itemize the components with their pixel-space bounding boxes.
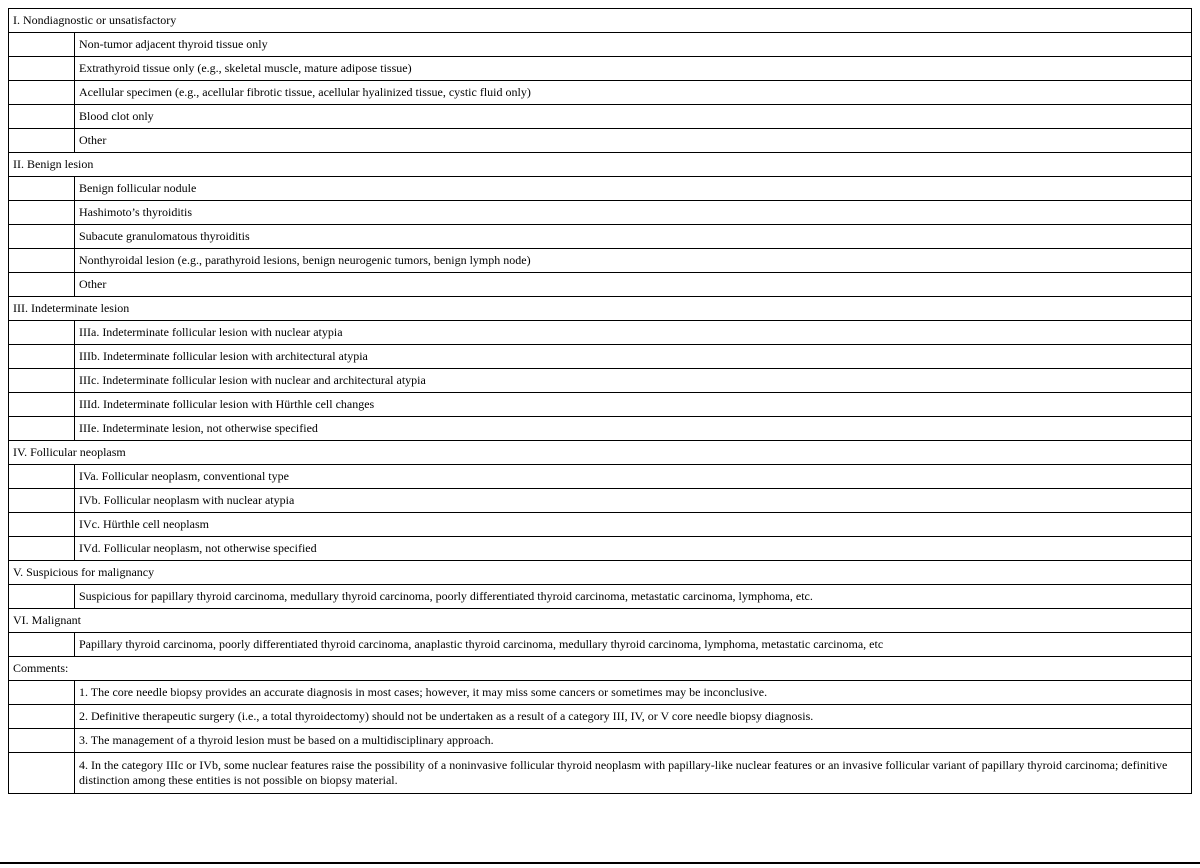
section-heading: I. Nondiagnostic or unsatisfactory bbox=[9, 9, 1192, 33]
item-text: Other bbox=[75, 273, 1192, 297]
indent-cell bbox=[9, 585, 75, 609]
section-heading: II. Benign lesion bbox=[9, 153, 1192, 177]
section-heading-row bbox=[9, 441, 1192, 465]
item-text: 1. The core needle biopsy provides an accurate diagnosis in most cases; however, it may miss some cancers or sometimes may be inconclusive. bbox=[75, 681, 1192, 705]
section-heading-row bbox=[9, 297, 1192, 321]
item-row bbox=[9, 33, 1192, 57]
section-heading-row bbox=[9, 657, 1192, 681]
item-row bbox=[9, 465, 1192, 489]
indent-cell bbox=[9, 249, 75, 273]
indent-cell bbox=[9, 81, 75, 105]
item-row bbox=[9, 321, 1192, 345]
item-row bbox=[9, 57, 1192, 81]
item-text: Blood clot only bbox=[75, 105, 1192, 129]
bottom-rule bbox=[0, 862, 1200, 864]
item-text: Suspicious for papillary thyroid carcinoma, medullary thyroid carcinoma, poorly differentiated thyroid carcinoma, metastatic carcinoma, lymphoma, etc. bbox=[75, 585, 1192, 609]
item-row bbox=[9, 417, 1192, 441]
item-row bbox=[9, 129, 1192, 153]
item-text: IIIa. Indeterminate follicular lesion with nuclear atypia bbox=[75, 321, 1192, 345]
indent-cell bbox=[9, 465, 75, 489]
item-row bbox=[9, 513, 1192, 537]
item-row bbox=[9, 489, 1192, 513]
item-text: IVa. Follicular neoplasm, conventional type bbox=[75, 465, 1192, 489]
item-text: IIIe. Indeterminate lesion, not otherwise specified bbox=[75, 417, 1192, 441]
item-row bbox=[9, 105, 1192, 129]
indent-cell bbox=[9, 57, 75, 81]
item-text: IIId. Indeterminate follicular lesion with Hürthle cell changes bbox=[75, 393, 1192, 417]
item-row bbox=[9, 681, 1192, 705]
item-row bbox=[9, 585, 1192, 609]
indent-cell bbox=[9, 345, 75, 369]
indent-cell bbox=[9, 369, 75, 393]
indent-cell bbox=[9, 273, 75, 297]
indent-cell bbox=[9, 489, 75, 513]
item-text: IVc. Hürthle cell neoplasm bbox=[75, 513, 1192, 537]
indent-cell bbox=[9, 633, 75, 657]
item-row bbox=[9, 201, 1192, 225]
item-row bbox=[9, 81, 1192, 105]
item-text: Extrathyroid tissue only (e.g., skeletal muscle, mature adipose tissue) bbox=[75, 57, 1192, 81]
indent-cell bbox=[9, 225, 75, 249]
section-heading: III. Indeterminate lesion bbox=[9, 297, 1192, 321]
indent-cell bbox=[9, 393, 75, 417]
item-row bbox=[9, 369, 1192, 393]
indent-cell bbox=[9, 33, 75, 57]
item-row bbox=[9, 177, 1192, 201]
item-row bbox=[9, 249, 1192, 273]
section-heading: IV. Follicular neoplasm bbox=[9, 441, 1192, 465]
indent-cell bbox=[9, 321, 75, 345]
item-row bbox=[9, 753, 1192, 794]
indent-cell bbox=[9, 537, 75, 561]
item-text: IIIb. Indeterminate follicular lesion with architectural atypia bbox=[75, 345, 1192, 369]
section-heading-row bbox=[9, 9, 1192, 33]
indent-cell bbox=[9, 105, 75, 129]
item-text: Acellular specimen (e.g., acellular fibrotic tissue, acellular hyalinized tissue, cystic fluid only) bbox=[75, 81, 1192, 105]
item-text: Subacute granulomatous thyroiditis bbox=[75, 225, 1192, 249]
indent-cell bbox=[9, 729, 75, 753]
item-text: 3. The management of a thyroid lesion must be based on a multidisciplinary approach. bbox=[75, 729, 1192, 753]
item-row bbox=[9, 729, 1192, 753]
classification-table bbox=[8, 8, 1192, 794]
item-row bbox=[9, 393, 1192, 417]
indent-cell bbox=[9, 201, 75, 225]
indent-cell bbox=[9, 681, 75, 705]
classification-table-body bbox=[9, 9, 1192, 794]
item-row bbox=[9, 537, 1192, 561]
item-text: IVb. Follicular neoplasm with nuclear atypia bbox=[75, 489, 1192, 513]
section-heading-row bbox=[9, 153, 1192, 177]
item-text: Benign follicular nodule bbox=[75, 177, 1192, 201]
item-row bbox=[9, 225, 1192, 249]
section-heading-row bbox=[9, 561, 1192, 585]
indent-cell bbox=[9, 417, 75, 441]
section-heading: VI. Malignant bbox=[9, 609, 1192, 633]
section-heading-row bbox=[9, 609, 1192, 633]
item-text: Hashimoto’s thyroiditis bbox=[75, 201, 1192, 225]
item-text: Other bbox=[75, 129, 1192, 153]
item-row bbox=[9, 345, 1192, 369]
indent-cell bbox=[9, 705, 75, 729]
section-heading: Comments: bbox=[9, 657, 1192, 681]
section-heading: V. Suspicious for malignancy bbox=[9, 561, 1192, 585]
item-row bbox=[9, 633, 1192, 657]
item-text: IIIc. Indeterminate follicular lesion with nuclear and architectural atypia bbox=[75, 369, 1192, 393]
indent-cell bbox=[9, 753, 75, 794]
indent-cell bbox=[9, 129, 75, 153]
item-text: IVd. Follicular neoplasm, not otherwise specified bbox=[75, 537, 1192, 561]
item-text: 4. In the category IIIc or IVb, some nuclear features raise the possibility of a noninvasive follicular thyroid neoplasm with papillary-like nuclear features or an invasive follicular variant of papillary thyroid carcinoma; definitive distinction among these entities is not possible on biopsy material. bbox=[75, 753, 1192, 794]
item-text: Non-tumor adjacent thyroid tissue only bbox=[75, 33, 1192, 57]
item-row bbox=[9, 705, 1192, 729]
indent-cell bbox=[9, 177, 75, 201]
item-row bbox=[9, 273, 1192, 297]
item-text: Papillary thyroid carcinoma, poorly differentiated thyroid carcinoma, anaplastic thyroid carcinoma, medullary thyroid carcinoma, lymphoma, metastatic carcinoma, etc bbox=[75, 633, 1192, 657]
item-text: 2. Definitive therapeutic surgery (i.e., a total thyroidectomy) should not be undertaken as a result of a category III, IV, or V core needle biopsy diagnosis. bbox=[75, 705, 1192, 729]
indent-cell bbox=[9, 513, 75, 537]
item-text: Nonthyroidal lesion (e.g., parathyroid lesions, benign neurogenic tumors, benign lymph node) bbox=[75, 249, 1192, 273]
